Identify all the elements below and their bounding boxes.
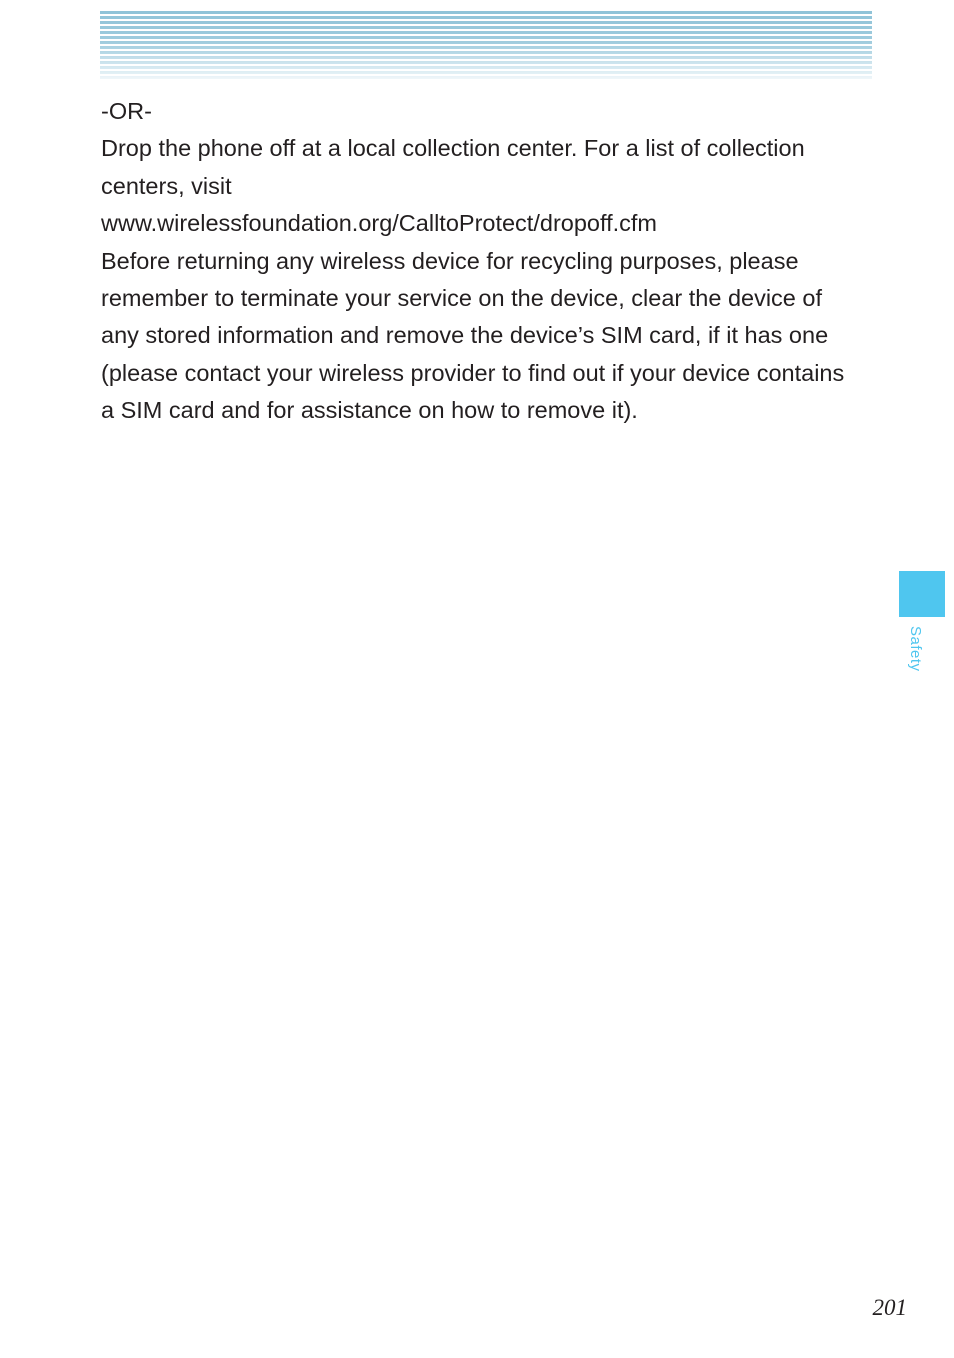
- section-tab-marker: [899, 571, 945, 617]
- or-separator: -OR-: [101, 98, 152, 124]
- header-stripe-band: [100, 11, 872, 79]
- drop-off-url: www.wirelessfoundation.org/CalltoProtect/dropoff.cfm: [101, 210, 657, 237]
- drop-off-paragraph: Drop the phone off at a local collection center. For a list of collection centers, visit: [101, 135, 805, 199]
- page-number: 201: [872, 1295, 907, 1320]
- section-label: Safety: [907, 626, 924, 672]
- page-body: [101, 93, 861, 430]
- recycling-reminder-paragraph: Before returning any wireless device for recycling purposes, please remember to terminate your service on the device, clear the device of any stored information and remove the device’s SIM card, if it has one (please contact your wireless provider to find out if your device contains a SIM card and for assistance on how to remove it).: [101, 247, 845, 424]
